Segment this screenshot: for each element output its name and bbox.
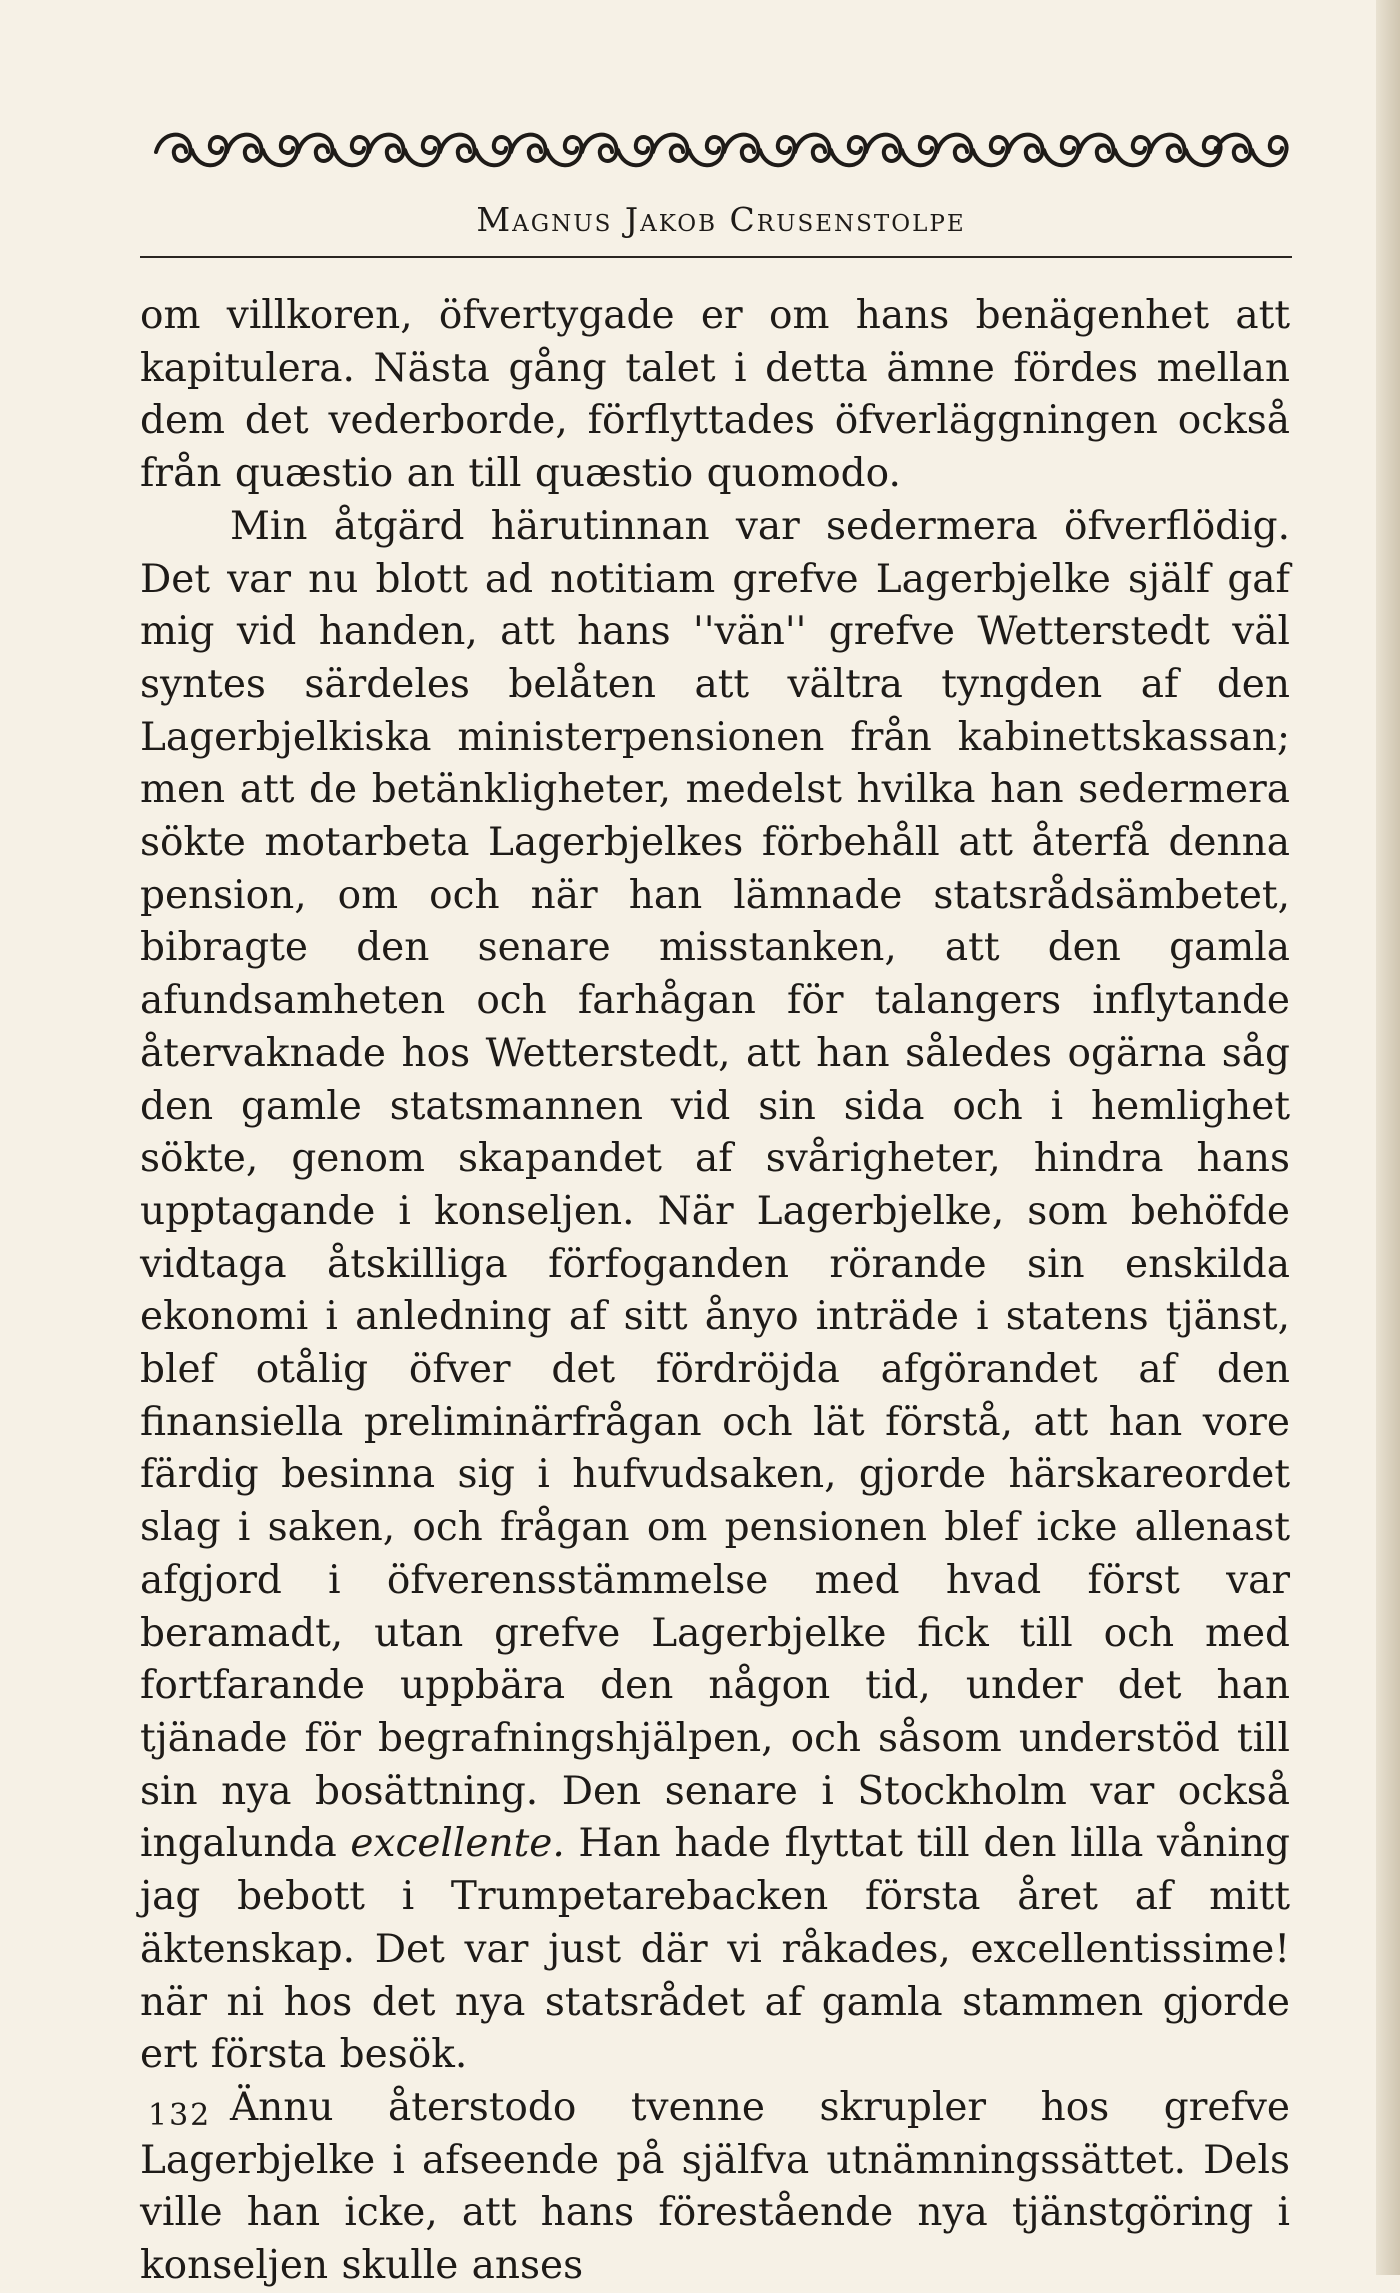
decorative-scroll-border-icon <box>152 122 1290 176</box>
running-head-title: Magnus Jakob Crusenstolpe <box>476 200 966 239</box>
paragraph-2-italic: excellente. <box>350 1821 565 1867</box>
page-edge-shadow <box>1376 0 1400 2275</box>
header-rule <box>140 256 1292 258</box>
paragraph-3: Ännu återstodo tvenne skrupler hos grefve Lagerbjelke i afseende på själfva utnämningssättet. Dels ville han icke, att hans förestående nya tjänstgöring i konseljen skulle anses <box>140 2084 1290 2289</box>
paragraph-1: om villkoren, öfvertygade er om hans benägenhet att kapitulera. Nästa gång talet i detta ämne fördes mellan dem det vederborde, förflyttades öfverläggningen också från quæstio an till quæstio quomodo. <box>140 293 1290 497</box>
paragraph-2-text-b: Han hade flyttat till den lilla våning jag bebott i Trumpetarebacken första året af mitt äktenskap. Det var just där vi råkades, excellentissime! när ni hos det nya statsrådet af gamla stammen gjorde ert första besök. <box>140 1821 1290 2078</box>
paragraph-2-text-a: Min åtgärd härutinnan var sedermera öfverflödig. Det var nu blott ad notitiam grefve Lagerbjelke själf gaf mig vid handen, att hans ''vän'' grefve Wetterstedt väl syntes särdeles belåten att vältra tyngden af den Lagerbjelkiska ministerpensionen från kabinettskassan; men att de betänkligheter, medelst hvilka han sedermera sökte motarbeta Lagerbjelkes förbehåll att återfå denna pension, om och när han lämnade statsrådsämbetet, bibragte den senare misstanken, att den gamla afundsamheten och farhågan för talangers inflytande återvaknade hos Wetterstedt, att han således ogärna såg den gamle statsmannen vid sin sida och i hemlighet sökte, genom skapandet af svårigheter, hindra hans upptagande i konseljen. När Lagerbjelke, som behöfde vidtaga åtskilliga förfoganden rörande sin enskilda ekonomi i anledning af sitt ånyo inträde i statens tjänst, blef otålig öfver det fördröjda afgörandet af den finansiella preliminärfrågan och lät förstå, att han vore färdig besinna sig i hufvudsaken, gjorde härskareordet slag i saken, och frågan om pensionen blef icke allenast afgjord i öfverensstämmelse med hvad först var beramadt, utan grefve Lagerbjelke fick till och med fortfarande uppbära den någon tid, under det han tjänade för begrafningshjälpen, och såsom understöd till sin nya bosättning. Den senare i Stockholm var också ingalunda <box>140 503 1290 1867</box>
paragraph-2 <box>140 501 1290 2082</box>
body-text <box>140 290 1290 2293</box>
page-number: 132 <box>148 2098 212 2133</box>
